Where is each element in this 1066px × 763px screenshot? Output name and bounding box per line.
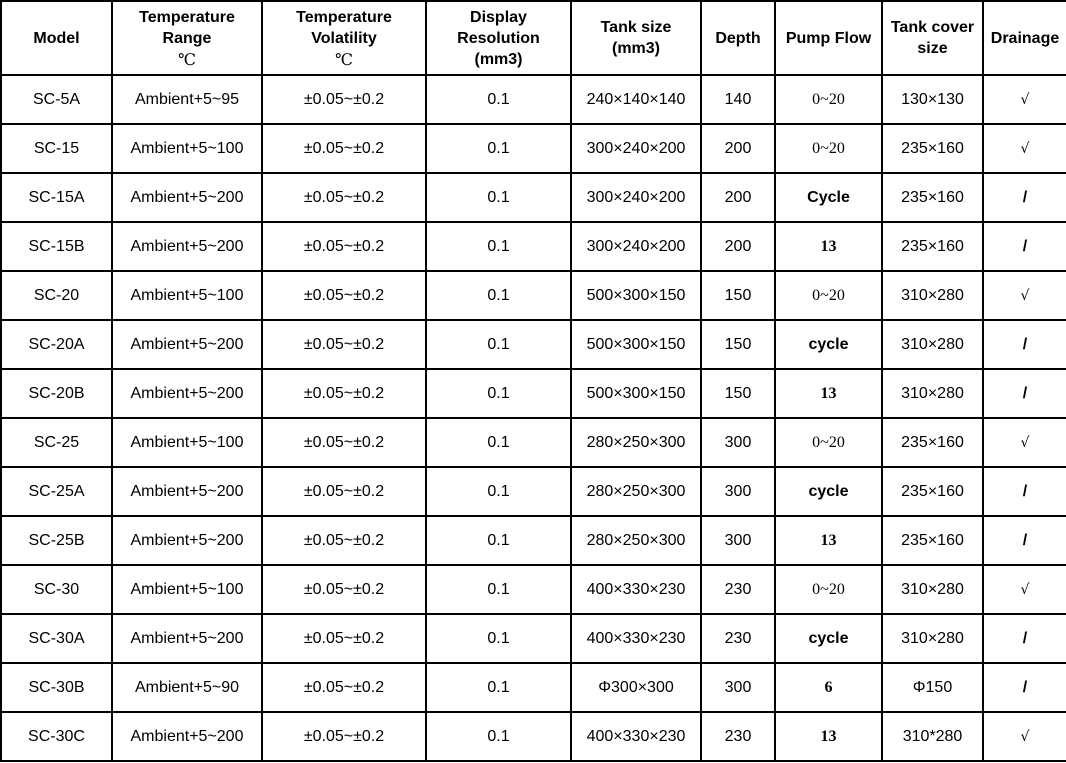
cell-model: SC-15B: [1, 222, 112, 271]
cell-tank-size: 500×300×150: [571, 271, 701, 320]
cell-drainage: √: [983, 712, 1066, 761]
cell-temp-range: Ambient+5~200: [112, 467, 262, 516]
cell-tank-size: Φ300×300: [571, 663, 701, 712]
cell-depth: 200: [701, 124, 775, 173]
cell-drainage: /: [983, 663, 1066, 712]
cell-display-resolution: 0.1: [426, 467, 571, 516]
cell-depth: 140: [701, 75, 775, 124]
cell-temp-volatility: ±0.05~±0.2: [262, 663, 426, 712]
cell-tank-cover-size: 310×280: [882, 320, 983, 369]
cell-model: SC-20A: [1, 320, 112, 369]
cell-display-resolution: 0.1: [426, 565, 571, 614]
cell-depth: 200: [701, 222, 775, 271]
cell-display-resolution: 0.1: [426, 271, 571, 320]
cell-depth: 300: [701, 467, 775, 516]
table-row: [1, 173, 1066, 222]
cell-temp-range: Ambient+5~200: [112, 369, 262, 418]
header-display-resolution: [426, 1, 571, 75]
cell-pump-flow: 13: [775, 712, 882, 761]
cell-tank-size: 400×330×230: [571, 565, 701, 614]
cell-temp-range: Ambient+5~100: [112, 565, 262, 614]
cell-temp-volatility: ±0.05~±0.2: [262, 418, 426, 467]
cell-tank-size: 300×240×200: [571, 173, 701, 222]
cell-model: SC-20B: [1, 369, 112, 418]
cell-temp-volatility: ±0.05~±0.2: [262, 516, 426, 565]
cell-display-resolution: 0.1: [426, 663, 571, 712]
cell-tank-size: 500×300×150: [571, 369, 701, 418]
table-row: [1, 712, 1066, 761]
cell-depth: 300: [701, 516, 775, 565]
cell-pump-flow: 0~20: [775, 418, 882, 467]
cell-temp-range: Ambient+5~200: [112, 516, 262, 565]
cell-tank-cover-size: 235×160: [882, 467, 983, 516]
cell-model: SC-30A: [1, 614, 112, 663]
table-row: [1, 271, 1066, 320]
header-pump-flow-label: Pump Flow: [785, 29, 872, 47]
table-row: [1, 124, 1066, 173]
cell-temp-range: Ambient+5~100: [112, 124, 262, 173]
cell-temp-range: Ambient+5~95: [112, 75, 262, 124]
cell-temp-range: Ambient+5~200: [112, 614, 262, 663]
cell-temp-range: Ambient+5~200: [112, 222, 262, 271]
cell-model: SC-30: [1, 565, 112, 614]
cell-pump-flow: 0~20: [775, 124, 882, 173]
cell-drainage: /: [983, 369, 1066, 418]
header-row: [1, 1, 1066, 75]
header-tank-cover-size: [882, 1, 983, 75]
cell-tank-size: 300×240×200: [571, 124, 701, 173]
cell-tank-size: 500×300×150: [571, 320, 701, 369]
cell-display-resolution: 0.1: [426, 418, 571, 467]
cell-drainage: √: [983, 565, 1066, 614]
cell-tank-size: 300×240×200: [571, 222, 701, 271]
cell-depth: 150: [701, 369, 775, 418]
cell-tank-cover-size: 235×160: [882, 418, 983, 467]
header-display-resolution-label: Display Resolution: [457, 8, 540, 47]
cell-temp-volatility: ±0.05~±0.2: [262, 320, 426, 369]
cell-depth: 150: [701, 271, 775, 320]
cell-model: SC-15A: [1, 173, 112, 222]
cell-pump-flow: 0~20: [775, 565, 882, 614]
table-row: [1, 565, 1066, 614]
cell-tank-cover-size: 235×160: [882, 124, 983, 173]
table-row: [1, 663, 1066, 712]
cell-model: SC-25: [1, 418, 112, 467]
cell-display-resolution: 0.1: [426, 75, 571, 124]
cell-display-resolution: 0.1: [426, 124, 571, 173]
cell-model: SC-30B: [1, 663, 112, 712]
cell-tank-cover-size: 235×160: [882, 222, 983, 271]
cell-display-resolution: 0.1: [426, 222, 571, 271]
cell-temp-range: Ambient+5~200: [112, 712, 262, 761]
cell-depth: 300: [701, 663, 775, 712]
cell-depth: 300: [701, 418, 775, 467]
cell-tank-size: 400×330×230: [571, 614, 701, 663]
cell-tank-cover-size: 310×280: [882, 614, 983, 663]
header-temp-range-unit: ℃: [178, 49, 196, 69]
table-row: [1, 467, 1066, 516]
cell-temp-volatility: ±0.05~±0.2: [262, 614, 426, 663]
cell-tank-cover-size: 235×160: [882, 173, 983, 222]
cell-model: SC-20: [1, 271, 112, 320]
cell-tank-size: 400×330×230: [571, 712, 701, 761]
header-display-resolution-unit: (mm3): [474, 50, 523, 68]
cell-temp-range: Ambient+5~200: [112, 173, 262, 222]
cell-temp-volatility: ±0.05~±0.2: [262, 222, 426, 271]
cell-model: SC-5A: [1, 75, 112, 124]
cell-display-resolution: 0.1: [426, 712, 571, 761]
cell-depth: 150: [701, 320, 775, 369]
cell-display-resolution: 0.1: [426, 516, 571, 565]
cell-drainage: /: [983, 222, 1066, 271]
cell-temp-volatility: ±0.05~±0.2: [262, 467, 426, 516]
cell-display-resolution: 0.1: [426, 369, 571, 418]
cell-drainage: /: [983, 516, 1066, 565]
header-depth: [701, 1, 775, 75]
cell-model: SC-25A: [1, 467, 112, 516]
cell-drainage: /: [983, 173, 1066, 222]
header-model-label: Model: [33, 29, 80, 47]
cell-model: SC-15: [1, 124, 112, 173]
table-row: [1, 516, 1066, 565]
cell-pump-flow: Cycle: [775, 173, 882, 222]
cell-depth: 230: [701, 712, 775, 761]
header-tank-size-unit: (mm3): [611, 40, 660, 57]
cell-tank-cover-size: Φ150: [882, 663, 983, 712]
table-body: [1, 75, 1066, 761]
cell-drainage: √: [983, 271, 1066, 320]
cell-display-resolution: 0.1: [426, 320, 571, 369]
cell-temp-range: Ambient+5~200: [112, 320, 262, 369]
header-tank-size-label: Tank size: [600, 19, 672, 36]
cell-drainage: /: [983, 614, 1066, 663]
cell-drainage: √: [983, 124, 1066, 173]
header-tank-cover-size-label: Tank cover size: [890, 19, 975, 57]
header-temp-volatility-label: Temperature Volatility: [296, 8, 392, 47]
cell-temp-volatility: ±0.05~±0.2: [262, 712, 426, 761]
header-temp-volatility: [262, 1, 426, 75]
cell-drainage: √: [983, 418, 1066, 467]
cell-display-resolution: 0.1: [426, 173, 571, 222]
cell-tank-cover-size: 310×280: [882, 369, 983, 418]
cell-tank-cover-size: 310×280: [882, 565, 983, 614]
cell-tank-cover-size: 310×280: [882, 271, 983, 320]
header-drainage: [983, 1, 1066, 75]
table-row: [1, 222, 1066, 271]
cell-drainage: /: [983, 320, 1066, 369]
cell-pump-flow: 13: [775, 222, 882, 271]
cell-temp-range: Ambient+5~90: [112, 663, 262, 712]
header-depth-label: Depth: [715, 29, 761, 47]
cell-pump-flow: cycle: [775, 467, 882, 516]
cell-pump-flow: cycle: [775, 320, 882, 369]
cell-temp-volatility: ±0.05~±0.2: [262, 75, 426, 124]
cell-tank-size: 280×250×300: [571, 467, 701, 516]
header-temp-range-label: Temperature Range: [139, 8, 235, 47]
header-tank-size: [571, 1, 701, 75]
header-temp-range: [112, 1, 262, 75]
cell-temp-range: Ambient+5~100: [112, 271, 262, 320]
cell-temp-volatility: ±0.05~±0.2: [262, 173, 426, 222]
cell-temp-volatility: ±0.05~±0.2: [262, 565, 426, 614]
cell-pump-flow: 6: [775, 663, 882, 712]
cell-tank-cover-size: 310*280: [882, 712, 983, 761]
cell-tank-size: 240×140×140: [571, 75, 701, 124]
cell-pump-flow: 0~20: [775, 75, 882, 124]
cell-tank-cover-size: 235×160: [882, 516, 983, 565]
cell-display-resolution: 0.1: [426, 614, 571, 663]
table-row: [1, 418, 1066, 467]
table-row: [1, 369, 1066, 418]
cell-depth: 230: [701, 614, 775, 663]
cell-depth: 200: [701, 173, 775, 222]
cell-model: SC-30C: [1, 712, 112, 761]
cell-temp-range: Ambient+5~100: [112, 418, 262, 467]
header-model: [1, 1, 112, 75]
cell-depth: 230: [701, 565, 775, 614]
cell-pump-flow: 13: [775, 516, 882, 565]
cell-model: SC-25B: [1, 516, 112, 565]
cell-temp-volatility: ±0.05~±0.2: [262, 124, 426, 173]
table-row: [1, 614, 1066, 663]
cell-tank-cover-size: 130×130: [882, 75, 983, 124]
table-row: [1, 75, 1066, 124]
cell-tank-size: 280×250×300: [571, 516, 701, 565]
header-drainage-label: Drainage: [990, 29, 1060, 47]
header-temp-volatility-unit: ℃: [335, 49, 353, 69]
cell-drainage: √: [983, 75, 1066, 124]
cell-pump-flow: 0~20: [775, 271, 882, 320]
cell-pump-flow: 13: [775, 369, 882, 418]
cell-temp-volatility: ±0.05~±0.2: [262, 271, 426, 320]
header-pump-flow: [775, 1, 882, 75]
table-row: [1, 320, 1066, 369]
cell-pump-flow: cycle: [775, 614, 882, 663]
cell-temp-volatility: ±0.05~±0.2: [262, 369, 426, 418]
cell-tank-size: 280×250×300: [571, 418, 701, 467]
cell-drainage: /: [983, 467, 1066, 516]
